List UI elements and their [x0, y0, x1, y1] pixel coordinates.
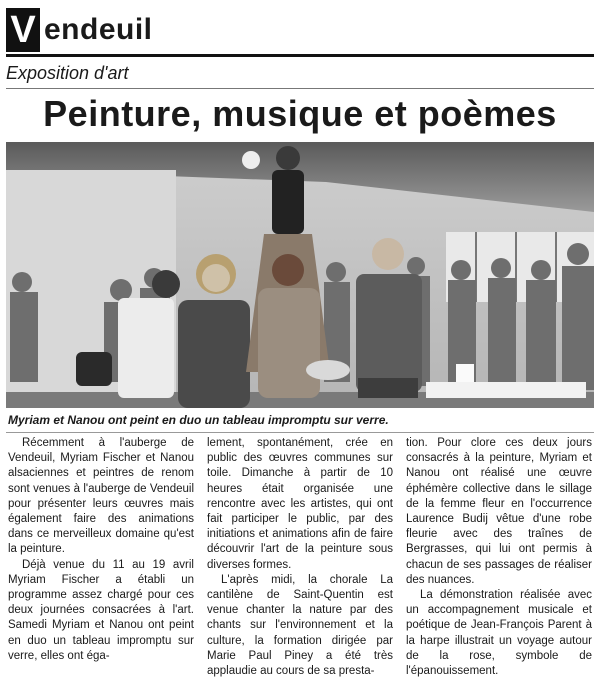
masthead-rule [6, 54, 594, 57]
masthead [6, 8, 594, 52]
article-column-1 [8, 436, 194, 666]
article-paragraph: Récemment à l'auberge de Vendeuil, Myriam Fischer et Nanou alsaciennes et peintres de renom sont venues à l'auberge de Vendeuil pour présenter leurs œuvres mais également faire des animations dans ce merveilleux domaine qu'est la peinture. [8, 437, 194, 556]
article-paragraph: L'après midi, la chorale La cantilène de Saint-Quentin est venue chanter la nature par des chants sur l'environnement et la culture, la formation dirigée par Marie Paul Piney a été très applaudie au cours de sa presta- [207, 573, 393, 678]
article-column-3 [406, 436, 592, 678]
article-photo [6, 142, 594, 408]
article-paragraph: tion. Pour clore ces deux jours consacrés à la peinture, Myriam et Nanou ont réalisé une œuvre éphémère collective dans le sillage de la femme fleur en l'occurrence Laurence Budij vêtue d'une robe fleurie avec des traînes de Bergrasses, qui lui ont permis à chacun de ses passages de réaliser des nuances. [406, 437, 592, 586]
caption-rule [6, 432, 594, 433]
masthead-initial: V [6, 8, 40, 52]
kicker-rule [6, 88, 594, 89]
masthead-town-name: endeuil [44, 13, 153, 46]
photo-illustration [6, 142, 594, 408]
section-kicker: Exposition d'art [6, 63, 129, 83]
article-paragraph: Déjà venue du 11 au 19 avril Myriam Fischer a établi un programme assez chargé pour ces deux journées consacrées à l'art. Samedi Myriam et Nanou ont peint en duo un tableau impromptu sur verre, elles ont éga- [8, 558, 194, 662]
article-paragraph: lement, spontanément, crée en public des œuvres communes sur toile. Dimanche à partir de 10 heures était organisée une rencontre avec les artistes, qui ont fait participer le public, par des initiations et animations afin de faire découvrir l'art de la peinture sous diverses formes. [207, 437, 393, 571]
headline: Peinture, musique et poèmes [43, 93, 557, 134]
article-paragraph: La démonstration réalisée avec un accompagnement musicale et poétique de Jean-François Parent à la harpe illustrait un voyage autour de la rose, symbole de l'épanouissement. [406, 589, 592, 678]
photo-caption: Myriam et Nanou ont peint en duo un tableau impromptu sur verre. [8, 413, 389, 427]
article-column-2 [207, 436, 393, 678]
